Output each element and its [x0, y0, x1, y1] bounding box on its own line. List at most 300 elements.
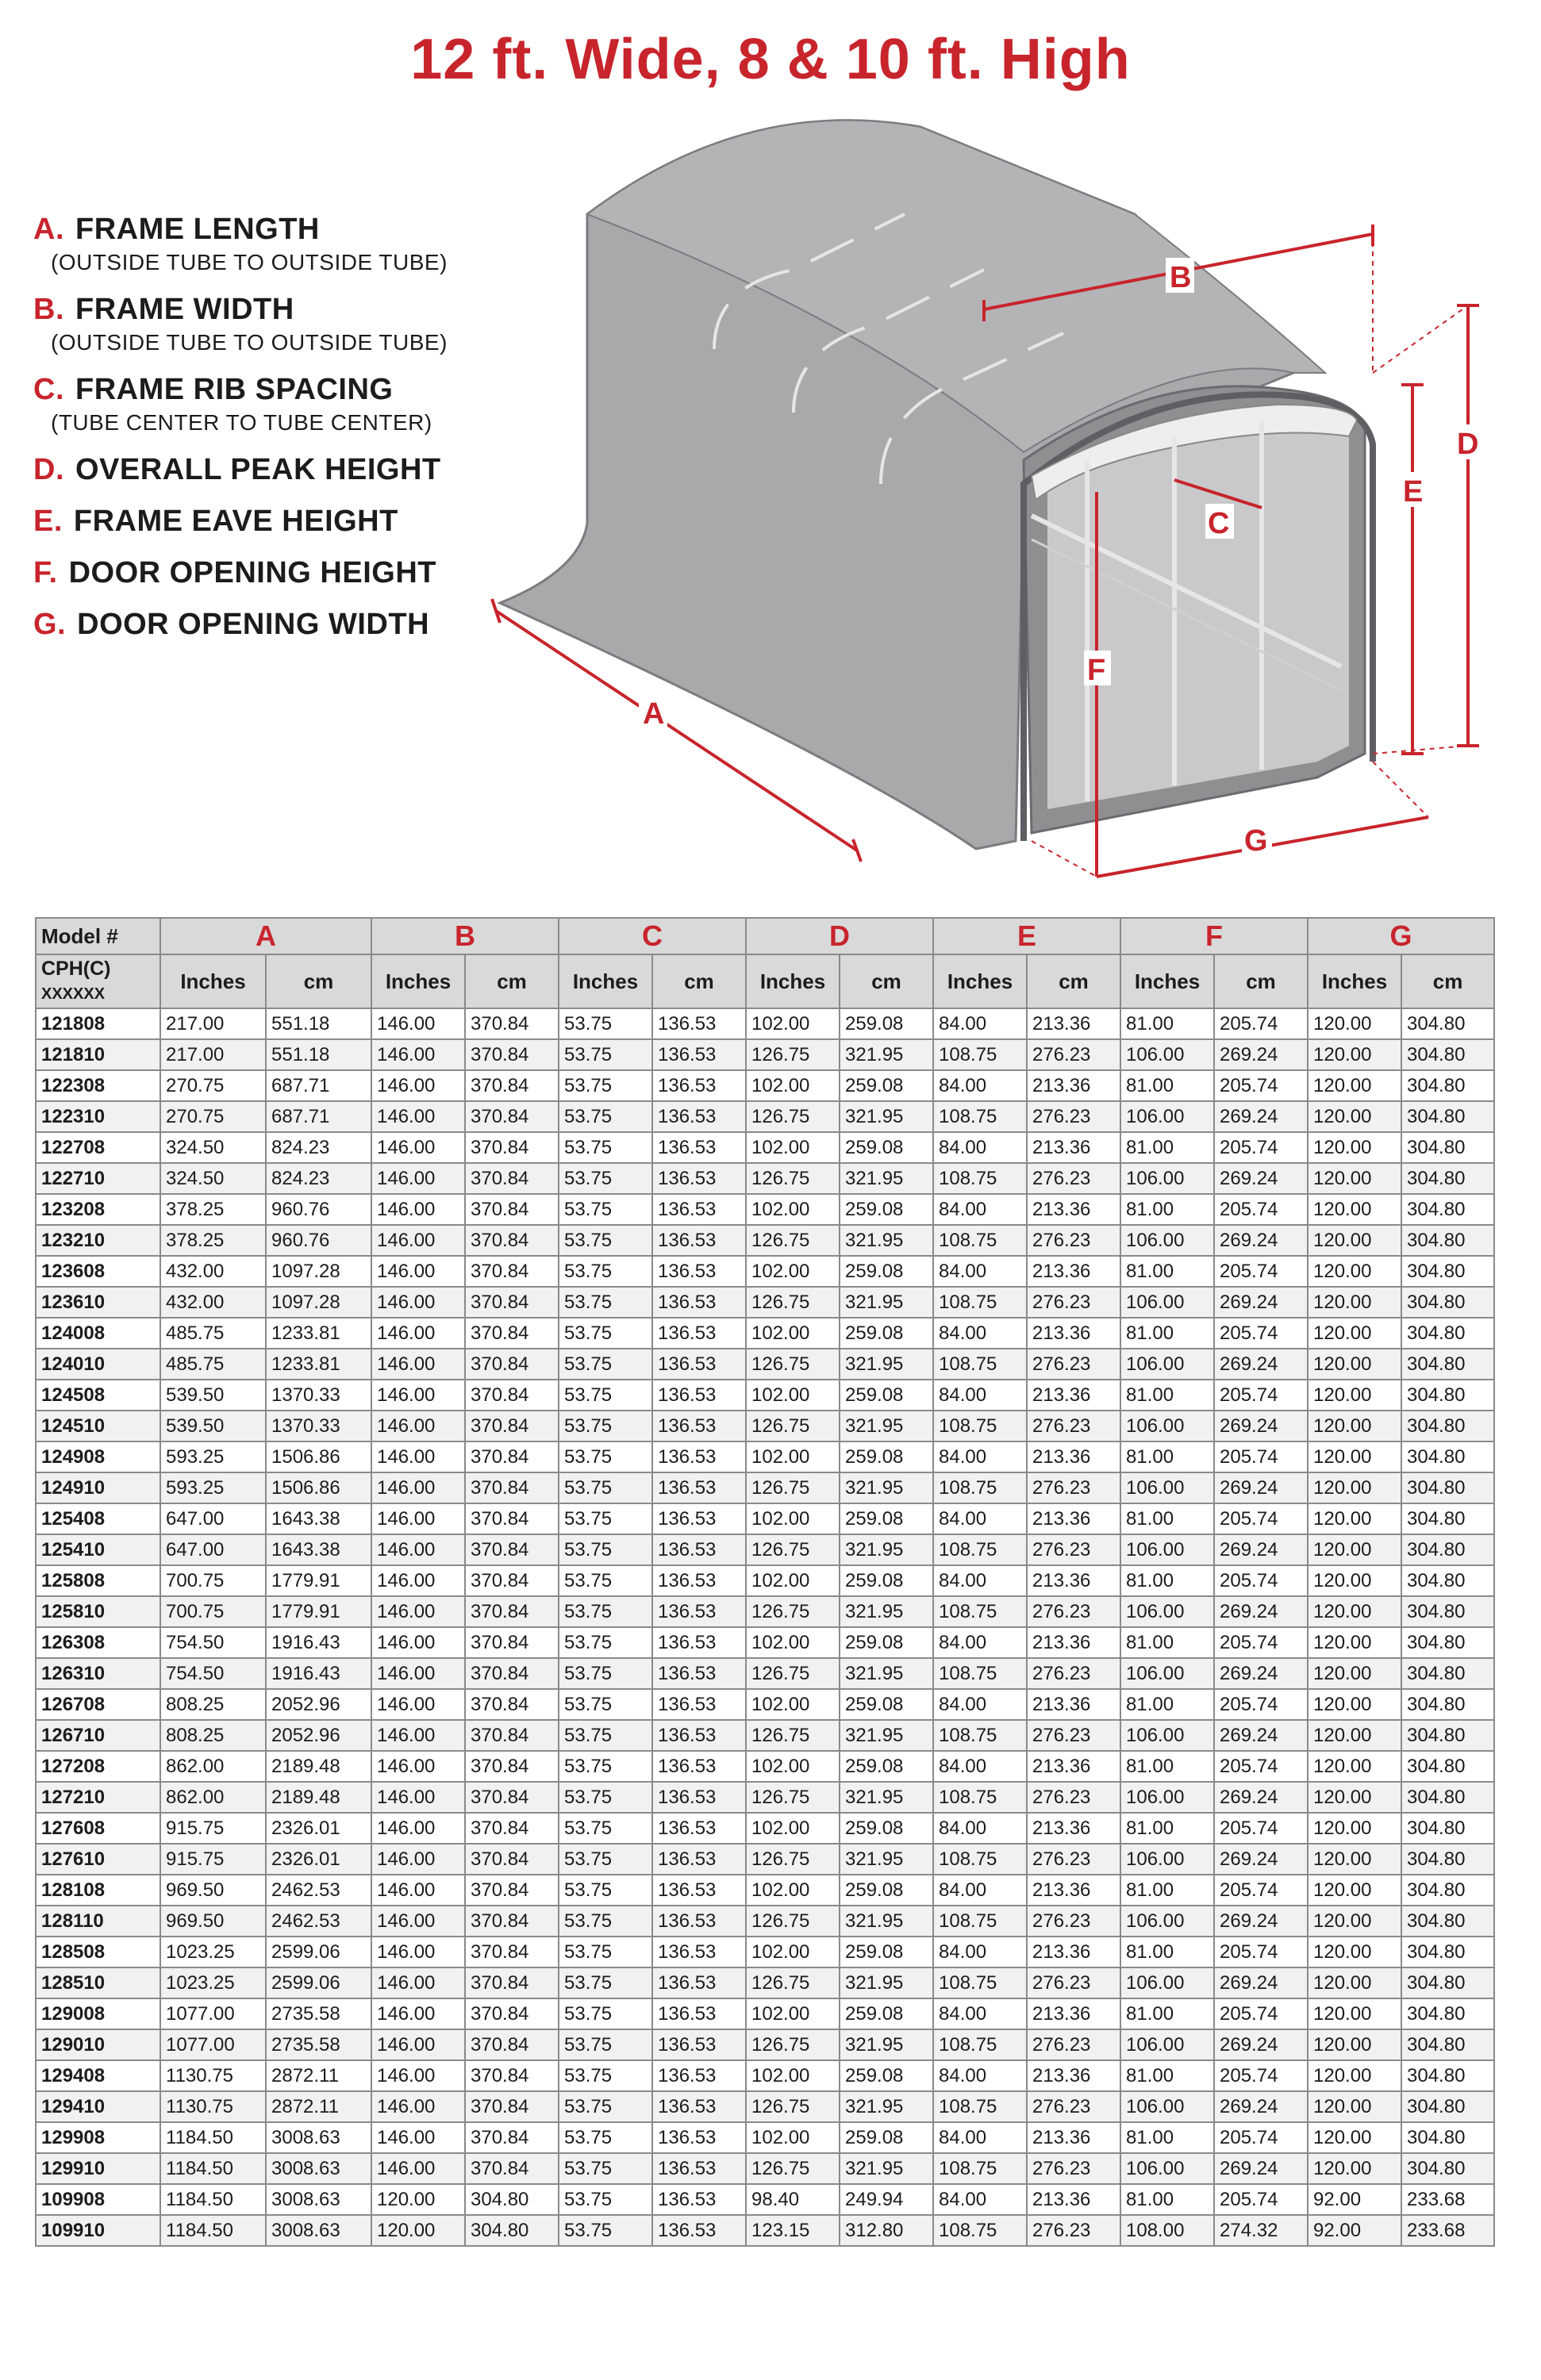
table-cell: 81.00: [1120, 1813, 1214, 1844]
table-cell: 269.24: [1214, 1782, 1308, 1813]
table-row: [36, 1503, 1494, 1534]
table-cell: 259.08: [840, 2060, 933, 2091]
table-cell: 213.36: [1027, 1380, 1120, 1411]
table-row: [36, 1008, 1494, 1039]
table-cell: 106.00: [1120, 1596, 1214, 1627]
table-cell: 370.84: [465, 1441, 559, 1472]
table-cell: 1077.00: [160, 2029, 266, 2060]
table-cell: 106.00: [1120, 1163, 1214, 1194]
table-cell: 106.00: [1120, 1287, 1214, 1318]
table-cell: 304.80: [1401, 2060, 1494, 2091]
group-header-row: [36, 918, 1494, 954]
table-cell: 754.50: [160, 1627, 266, 1658]
table-cell: 259.08: [840, 1132, 933, 1163]
table-cell: 120.00: [1308, 1256, 1401, 1287]
table-cell: 108.75: [933, 1039, 1027, 1070]
table-cell: 321.95: [840, 1225, 933, 1256]
legend-subtext: (OUTSIDE TUBE TO OUTSIDE TUBE): [51, 330, 448, 355]
table-row: [36, 1658, 1494, 1689]
table-cell: 205.74: [1214, 2184, 1308, 2215]
model-number-cell: 127208: [36, 1751, 160, 1782]
table-cell: 321.95: [840, 1349, 933, 1380]
table-cell: 1097.28: [266, 1287, 371, 1318]
table-cell: 120.00: [1308, 2060, 1401, 2091]
table-cell: 304.80: [1401, 1380, 1494, 1411]
table-cell: 205.74: [1214, 1070, 1308, 1101]
table-cell: 687.71: [266, 1101, 371, 1132]
table-row: [36, 1813, 1494, 1844]
table-cell: 1643.38: [266, 1534, 371, 1565]
table-cell: 146.00: [371, 1906, 465, 1937]
table-cell: 304.80: [465, 2215, 559, 2246]
table-cell: 136.53: [652, 2060, 746, 2091]
table-cell: 276.23: [1027, 1411, 1120, 1441]
table-cell: 259.08: [840, 1751, 933, 1782]
table-cell: 3008.63: [266, 2153, 371, 2184]
table-cell: 304.80: [1401, 1101, 1494, 1132]
table-cell: 146.00: [371, 2122, 465, 2153]
table-cell: 120.00: [1308, 1875, 1401, 1906]
table-cell: 304.80: [1401, 1720, 1494, 1751]
table-cell: 205.74: [1214, 1875, 1308, 1906]
table-cell: 53.75: [559, 1720, 652, 1751]
table-cell: 53.75: [559, 1596, 652, 1627]
table-cell: 276.23: [1027, 1472, 1120, 1503]
table-cell: 370.84: [465, 1565, 559, 1596]
table-cell: 53.75: [559, 2215, 652, 2246]
legend-letter: G.: [33, 608, 67, 641]
table-cell: 53.75: [559, 1565, 652, 1596]
table-cell: 205.74: [1214, 1008, 1308, 1039]
legend-label: DOOR OPENING HEIGHT: [68, 556, 436, 589]
table-cell: 1506.86: [266, 1472, 371, 1503]
table-cell: 304.80: [1401, 1163, 1494, 1194]
table-cell: 146.00: [371, 1194, 465, 1225]
table-cell: 108.75: [933, 1101, 1027, 1132]
table-cell: 120.00: [1308, 1689, 1401, 1720]
table-cell: 120.00: [1308, 1782, 1401, 1813]
table-cell: 53.75: [559, 1998, 652, 2029]
table-cell: 53.75: [559, 1411, 652, 1441]
table-cell: 146.00: [371, 1132, 465, 1163]
model-number-cell: 126710: [36, 1720, 160, 1751]
table-cell: 106.00: [1120, 1534, 1214, 1565]
table-cell: 53.75: [559, 1782, 652, 1813]
legend-letter: D.: [33, 453, 64, 486]
dim-label-g: G: [1244, 824, 1268, 858]
table-cell: 102.00: [746, 1194, 840, 1225]
table-cell: 146.00: [371, 1163, 465, 1194]
unit-header-cm: cm: [652, 954, 746, 1008]
model-number-cell: 127210: [36, 1782, 160, 1813]
table-row: [36, 2215, 1494, 2246]
model-number-cell: 123210: [36, 1225, 160, 1256]
table-cell: 53.75: [559, 1256, 652, 1287]
table-cell: 102.00: [746, 1565, 840, 1596]
table-cell: 304.80: [1401, 1008, 1494, 1039]
table-row: [36, 2060, 1494, 2091]
table-cell: 84.00: [933, 1070, 1027, 1101]
table-cell: 370.84: [465, 1844, 559, 1875]
table-cell: 3008.63: [266, 2215, 371, 2246]
table-cell: 259.08: [840, 1813, 933, 1844]
table-cell: 98.40: [746, 2184, 840, 2215]
table-cell: 120.00: [371, 2184, 465, 2215]
legend-main-line: [33, 453, 541, 487]
table-cell: 1370.33: [266, 1380, 371, 1411]
model-number-cell: 129910: [36, 2153, 160, 2184]
table-cell: 2599.06: [266, 1967, 371, 1998]
legend-letter: F.: [33, 556, 58, 589]
table-cell: 304.80: [465, 2184, 559, 2215]
table-cell: 2326.01: [266, 1813, 371, 1844]
table-cell: 1130.75: [160, 2060, 266, 2091]
table-cell: 81.00: [1120, 1256, 1214, 1287]
table-cell: 205.74: [1214, 1937, 1308, 1967]
table-cell: 81.00: [1120, 1380, 1214, 1411]
table-cell: 120.00: [1308, 1627, 1401, 1658]
table-cell: 205.74: [1214, 2060, 1308, 2091]
table-row: [36, 1596, 1494, 1627]
group-header-c: C: [559, 918, 746, 954]
table-cell: 146.00: [371, 1844, 465, 1875]
table-row: [36, 1349, 1494, 1380]
table-cell: 370.84: [465, 1937, 559, 1967]
table-cell: 81.00: [1120, 2184, 1214, 2215]
table-cell: 120.00: [1308, 1132, 1401, 1163]
table-cell: 1916.43: [266, 1627, 371, 1658]
table-cell: 106.00: [1120, 1472, 1214, 1503]
table-cell: 370.84: [465, 1287, 559, 1318]
table-cell: 136.53: [652, 1225, 746, 1256]
table-cell: 106.00: [1120, 1349, 1214, 1380]
table-cell: 53.75: [559, 1906, 652, 1937]
table-cell: 213.36: [1027, 1813, 1120, 1844]
table-cell: 276.23: [1027, 1349, 1120, 1380]
table-cell: 321.95: [840, 1658, 933, 1689]
table-cell: 269.24: [1214, 1163, 1308, 1194]
table-cell: 304.80: [1401, 2029, 1494, 2060]
legend-subtext: (TUBE CENTER TO TUBE CENTER): [51, 410, 432, 435]
table-cell: 276.23: [1027, 1782, 1120, 1813]
table-cell: 146.00: [371, 1349, 465, 1380]
legend-letter: C.: [33, 373, 64, 406]
table-cell: 136.53: [652, 1937, 746, 1967]
table-cell: 321.95: [840, 1720, 933, 1751]
table-cell: 2326.01: [266, 1844, 371, 1875]
table-cell: 259.08: [840, 1937, 933, 1967]
table-cell: 269.24: [1214, 1039, 1308, 1070]
table-cell: 136.53: [652, 1194, 746, 1225]
table-cell: 102.00: [746, 1070, 840, 1101]
table-cell: 126.75: [746, 1596, 840, 1627]
table-cell: 304.80: [1401, 2122, 1494, 2153]
unit-header-inches: Inches: [559, 954, 652, 1008]
table-cell: 136.53: [652, 1967, 746, 1998]
model-number-cell: 124008: [36, 1318, 160, 1349]
table-cell: 146.00: [371, 1875, 465, 1906]
table-cell: 120.00: [1308, 1318, 1401, 1349]
table-cell: 126.75: [746, 1411, 840, 1441]
legend-item: [33, 556, 541, 590]
legend-letter: A.: [33, 213, 64, 246]
table-cell: 120.00: [1308, 1411, 1401, 1441]
table-cell: 81.00: [1120, 1008, 1214, 1039]
table-cell: 269.24: [1214, 1906, 1308, 1937]
table-cell: 120.00: [1308, 1565, 1401, 1596]
table-cell: 2872.11: [266, 2060, 371, 2091]
table-cell: 81.00: [1120, 2060, 1214, 2091]
table-cell: 84.00: [933, 1380, 1027, 1411]
table-cell: 276.23: [1027, 1596, 1120, 1627]
table-cell: 146.00: [371, 1101, 465, 1132]
table-cell: 312.80: [840, 2215, 933, 2246]
table-row: [36, 1967, 1494, 1998]
model-number-cell: 129408: [36, 2060, 160, 2091]
table-row: [36, 1689, 1494, 1720]
table-cell: 700.75: [160, 1565, 266, 1596]
table-cell: 269.24: [1214, 1658, 1308, 1689]
table-cell: 700.75: [160, 1596, 266, 1627]
table-cell: 213.36: [1027, 1132, 1120, 1163]
table-cell: 259.08: [840, 1565, 933, 1596]
unit-header-cm: cm: [1027, 954, 1120, 1008]
table-cell: 2599.06: [266, 1937, 371, 1967]
table-cell: 84.00: [933, 1132, 1027, 1163]
table-cell: 102.00: [746, 1008, 840, 1039]
model-number-cell: 129908: [36, 2122, 160, 2153]
table-cell: 539.50: [160, 1380, 266, 1411]
legend-item: [33, 293, 541, 355]
table-cell: 213.36: [1027, 2184, 1120, 2215]
table-cell: 53.75: [559, 2184, 652, 2215]
table-cell: 370.84: [465, 1039, 559, 1070]
table-cell: 146.00: [371, 1565, 465, 1596]
table-cell: 1184.50: [160, 2215, 266, 2246]
table-cell: 120.00: [1308, 2091, 1401, 2122]
table-cell: 102.00: [746, 1627, 840, 1658]
table-cell: 205.74: [1214, 1256, 1308, 1287]
table-cell: 205.74: [1214, 1194, 1308, 1225]
legend-label: FRAME LENGTH: [75, 213, 320, 246]
table-cell: 81.00: [1120, 1689, 1214, 1720]
table-cell: 370.84: [465, 1411, 559, 1441]
unit-header-inches: Inches: [1308, 954, 1401, 1008]
table-cell: 324.50: [160, 1163, 266, 1194]
table-cell: 304.80: [1401, 1411, 1494, 1441]
table-cell: 915.75: [160, 1813, 266, 1844]
table-cell: 304.80: [1401, 1472, 1494, 1503]
dim-label-a: A: [643, 697, 665, 731]
table-cell: 81.00: [1120, 1937, 1214, 1967]
table-cell: 120.00: [1308, 1287, 1401, 1318]
table-cell: 146.00: [371, 1689, 465, 1720]
table-cell: 304.80: [1401, 1256, 1494, 1287]
table-cell: 551.18: [266, 1039, 371, 1070]
table-row: [36, 1039, 1494, 1070]
table-cell: 321.95: [840, 1534, 933, 1565]
group-header-d: D: [746, 918, 933, 954]
model-number-cell: 129008: [36, 1998, 160, 2029]
table-cell: 120.00: [1308, 1720, 1401, 1751]
table-cell: 136.53: [652, 1411, 746, 1441]
model-number-cell: 123608: [36, 1256, 160, 1287]
table-cell: 146.00: [371, 1751, 465, 1782]
table-cell: 120.00: [1308, 1503, 1401, 1534]
table-cell: 1023.25: [160, 1967, 266, 1998]
table-cell: 102.00: [746, 1751, 840, 1782]
table-cell: 126.75: [746, 1287, 840, 1318]
table-cell: 269.24: [1214, 1967, 1308, 1998]
table-cell: 2189.48: [266, 1782, 371, 1813]
table-cell: 136.53: [652, 1132, 746, 1163]
model-number-cell: 127608: [36, 1813, 160, 1844]
table-cell: 53.75: [559, 1225, 652, 1256]
table-cell: 269.24: [1214, 2091, 1308, 2122]
cph-header: [36, 954, 160, 1008]
table-cell: 84.00: [933, 1008, 1027, 1039]
table-cell: 126.75: [746, 2153, 840, 2184]
table-cell: 120.00: [1308, 1967, 1401, 1998]
table-cell: 304.80: [1401, 1070, 1494, 1101]
table-cell: 146.00: [371, 1782, 465, 1813]
legend-main-line: [33, 505, 541, 539]
table-cell: 108.75: [933, 1658, 1027, 1689]
table-cell: 213.36: [1027, 2122, 1120, 2153]
table-cell: 108.75: [933, 1163, 1027, 1194]
table-cell: 2189.48: [266, 1751, 371, 1782]
model-number-cell: 122310: [36, 1101, 160, 1132]
table-cell: 146.00: [371, 1813, 465, 1844]
table-cell: 259.08: [840, 1070, 933, 1101]
table-cell: 205.74: [1214, 1751, 1308, 1782]
table-cell: 120.00: [1308, 1163, 1401, 1194]
unit-header-cm: cm: [465, 954, 559, 1008]
shelter-diagram: [476, 111, 1479, 896]
cph-header-line1: CPH(C): [41, 958, 111, 980]
table-cell: 120.00: [1308, 1998, 1401, 2029]
unit-header-cm: cm: [1401, 954, 1494, 1008]
table-cell: 146.00: [371, 1070, 465, 1101]
table-cell: 84.00: [933, 1503, 1027, 1534]
table-cell: 53.75: [559, 1967, 652, 1998]
table-cell: 84.00: [933, 1875, 1027, 1906]
model-number-cell: 125408: [36, 1503, 160, 1534]
table-cell: 106.00: [1120, 1411, 1214, 1441]
table-cell: 276.23: [1027, 1906, 1120, 1937]
table-cell: 136.53: [652, 1751, 746, 1782]
table-cell: 205.74: [1214, 1627, 1308, 1658]
table-cell: 146.00: [371, 2091, 465, 2122]
table-cell: 269.24: [1214, 1287, 1308, 1318]
table-cell: 304.80: [1401, 1039, 1494, 1070]
table-cell: 53.75: [559, 1937, 652, 1967]
table-cell: 304.80: [1401, 1534, 1494, 1565]
table-cell: 146.00: [371, 1998, 465, 2029]
table-cell: 304.80: [1401, 1813, 1494, 1844]
table-cell: 370.84: [465, 1225, 559, 1256]
table-cell: 84.00: [933, 1689, 1027, 1720]
group-header-b: B: [371, 918, 559, 954]
table-cell: 102.00: [746, 1132, 840, 1163]
table-row: [36, 1751, 1494, 1782]
table-cell: 205.74: [1214, 1318, 1308, 1349]
table-cell: 370.84: [465, 1627, 559, 1658]
table-cell: 108.75: [933, 1782, 1027, 1813]
table-cell: 136.53: [652, 1844, 746, 1875]
table-cell: 146.00: [371, 1720, 465, 1751]
table-cell: 81.00: [1120, 1875, 1214, 1906]
table-cell: 1233.81: [266, 1318, 371, 1349]
table-cell: 106.00: [1120, 1658, 1214, 1689]
table-row: [36, 1875, 1494, 1906]
legend-letter: B.: [33, 293, 64, 326]
specifications-table: [35, 917, 1495, 2247]
table-row: [36, 1565, 1494, 1596]
unit-header-inches: Inches: [746, 954, 840, 1008]
table-cell: 2735.58: [266, 1998, 371, 2029]
unit-header-inches: Inches: [933, 954, 1027, 1008]
table-row: [36, 1411, 1494, 1441]
model-number-cell: 121810: [36, 1039, 160, 1070]
table-cell: 370.84: [465, 1349, 559, 1380]
table-cell: 370.84: [465, 1101, 559, 1132]
table-cell: 108.75: [933, 1349, 1027, 1380]
table-cell: 106.00: [1120, 1844, 1214, 1875]
table-cell: 53.75: [559, 2029, 652, 2060]
table-cell: 324.50: [160, 1132, 266, 1163]
table-cell: 213.36: [1027, 1070, 1120, 1101]
table-cell: 84.00: [933, 1937, 1027, 1967]
table-cell: 370.84: [465, 2060, 559, 2091]
table-row: [36, 1163, 1494, 1194]
table-cell: 276.23: [1027, 1720, 1120, 1751]
table-cell: 146.00: [371, 1256, 465, 1287]
table-row: [36, 1318, 1494, 1349]
legend-item: [33, 453, 541, 487]
table-cell: 81.00: [1120, 1998, 1214, 2029]
table-cell: 213.36: [1027, 1318, 1120, 1349]
table-cell: 824.23: [266, 1163, 371, 1194]
table-cell: 53.75: [559, 1039, 652, 1070]
table-cell: 81.00: [1120, 1751, 1214, 1782]
table-cell: 84.00: [933, 2060, 1027, 2091]
table-cell: 106.00: [1120, 2153, 1214, 2184]
table-cell: 1916.43: [266, 1658, 371, 1689]
table-cell: 370.84: [465, 1132, 559, 1163]
table-row: [36, 1627, 1494, 1658]
dim-label-d: D: [1457, 428, 1479, 461]
table-cell: 304.80: [1401, 1441, 1494, 1472]
interior-wall: [1047, 413, 1349, 809]
table-cell: 321.95: [840, 2091, 933, 2122]
table-cell: 213.36: [1027, 1689, 1120, 1720]
table-cell: 2462.53: [266, 1875, 371, 1906]
legend-main-line: [33, 213, 541, 247]
table-cell: 81.00: [1120, 1194, 1214, 1225]
table-cell: 321.95: [840, 1967, 933, 1998]
table-cell: 123.15: [746, 2215, 840, 2246]
table-cell: 213.36: [1027, 1008, 1120, 1039]
table-cell: 108.75: [933, 1287, 1027, 1318]
table-cell: 213.36: [1027, 1194, 1120, 1225]
model-number-cell: 129410: [36, 2091, 160, 2122]
table-cell: 370.84: [465, 1720, 559, 1751]
unit-header-inches: Inches: [371, 954, 465, 1008]
table-cell: 593.25: [160, 1472, 266, 1503]
table-cell: 304.80: [1401, 1503, 1494, 1534]
table-cell: 370.84: [465, 1194, 559, 1225]
